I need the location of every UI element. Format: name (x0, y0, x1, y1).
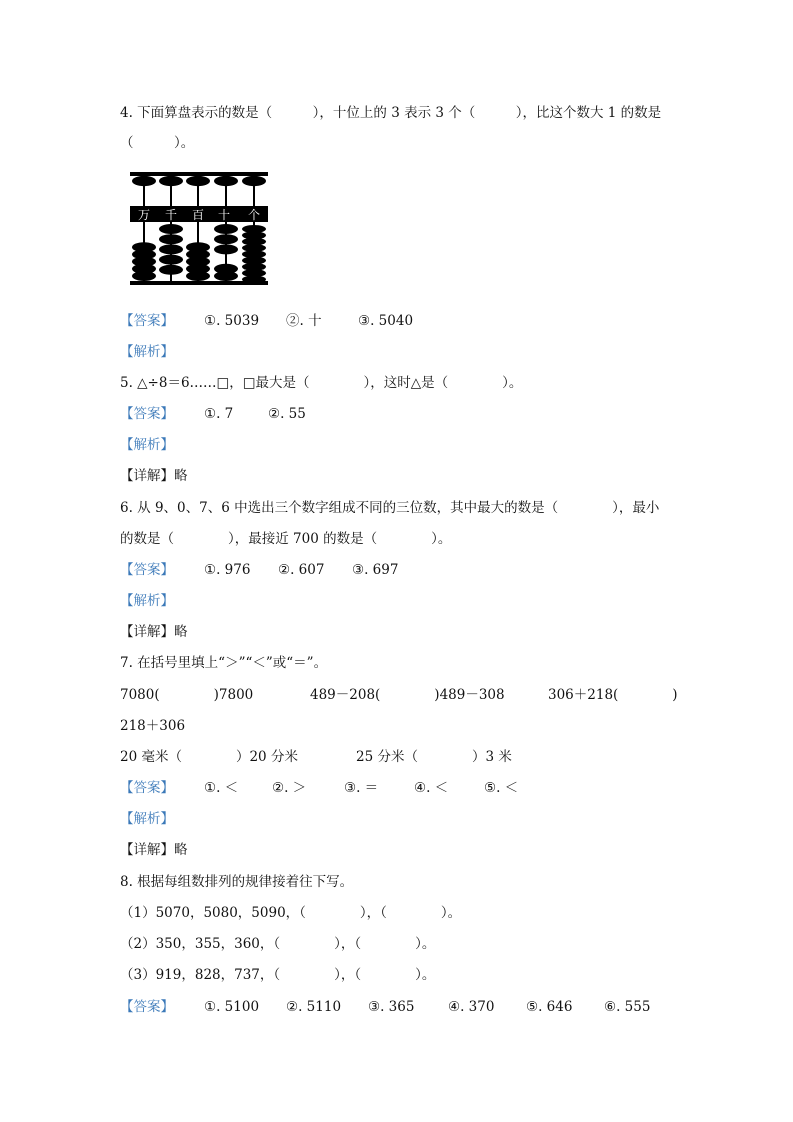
abacus-upper-bead-5 (242, 176, 266, 186)
q7-compare-3-cont: 218＋306 (120, 718, 186, 734)
q6-detail (120, 623, 188, 641)
q8-answer-3: ③. 365 (368, 999, 415, 1015)
q8-item-2: （2）350，355，360，（ ），（ ）。 (120, 936, 436, 952)
abacus-figure (128, 168, 270, 288)
q5-detail-text: 略 (174, 468, 188, 484)
q8-answer-tag: 【答案】 (120, 999, 174, 1015)
abacus-label-1: 万 (137, 208, 151, 222)
q5-detail-tag: 【详解】 (120, 468, 174, 484)
abacus-lower-bead (132, 271, 156, 281)
q6-detail-text: 略 (174, 624, 188, 640)
q6-text-line2: 的数是（ ），最接近 700 的数是（ ）。 (120, 531, 452, 547)
abacus-lower-bead (186, 271, 210, 281)
abacus-lower-bead (214, 234, 238, 244)
q5-answer-2: ②. 55 (268, 406, 306, 422)
q7-answer-1: ①. ＜ (204, 780, 239, 796)
q7-text-line1: 7. 在括号里填上“＞”“＜”或“＝”。 (120, 655, 328, 671)
q7-answer-3: ③. ＝ (344, 780, 379, 796)
q4-analysis-tag: 【解析】 (120, 344, 174, 360)
q6-answer-1: ①. 976 (204, 562, 251, 578)
q7-compare-4: 20 毫米（ ）20 分米 (120, 749, 298, 765)
abacus-upper-bead-1 (132, 176, 156, 186)
q7-analysis-tag: 【解析】 (120, 811, 174, 827)
q4-answer-2: ②. 十 (286, 313, 322, 329)
abacus-lower-bead (214, 244, 238, 254)
abacus-label-4: 十 (217, 208, 231, 222)
q6-answer-3: ③. 697 (352, 562, 399, 578)
q5-answer-tag: 【答案】 (120, 406, 174, 422)
abacus-lower-bead (159, 255, 183, 265)
q7-detail (120, 841, 188, 859)
q8-answer-4: ④. 370 (448, 999, 495, 1015)
q8-answer-5: ⑤. 646 (526, 999, 573, 1015)
q7-detail-tag: 【详解】 (120, 842, 174, 858)
q4-answer-3: ③. 5040 (358, 313, 414, 329)
abacus-lower-bead (159, 224, 183, 234)
q8-answer-1: ①. 5100 (204, 999, 260, 1015)
abacus-upper-bead-3 (186, 176, 210, 186)
abacus-label-2: 千 (164, 208, 178, 222)
q6-detail-tag: 【详解】 (120, 624, 174, 640)
q7-answer-4: ④. ＜ (414, 780, 449, 796)
q7-answer-tag: 【答案】 (120, 780, 174, 796)
q7-compare-3: 306＋218( ) (548, 687, 678, 703)
q7-compare-1: 7080( )7800 (120, 687, 254, 703)
q7-compare-5: 25 分米（ ）3 米 (356, 749, 512, 765)
q6-text-line1: 6. 从 9、0、7、6 中选出三个数字组成不同的三位数，其中最大的数是（ ），最小 (120, 500, 660, 516)
q5-detail (120, 467, 188, 485)
abacus-lower-bead (159, 234, 183, 244)
q7-compare-2: 489－208( )489－308 (310, 687, 505, 703)
q4-answer-1: ①. 5039 (204, 313, 260, 329)
q7-answer-2: ②. ＞ (272, 780, 307, 796)
abacus-upper-bead-4 (214, 176, 238, 186)
q5-analysis-tag: 【解析】 (120, 437, 174, 453)
q6-answer-2: ②. 607 (278, 562, 325, 578)
q6-analysis-tag: 【解析】 (120, 593, 174, 609)
abacus-label-3: 百 (191, 208, 205, 222)
q8-item-3: （3）919，828，737，（ ），（ ）。 (120, 967, 436, 983)
abacus-lower-bead (242, 275, 266, 283)
q6-answer-tag: 【答案】 (120, 562, 174, 578)
q7-detail-text: 略 (174, 842, 188, 858)
abacus-lower-bead (214, 224, 238, 234)
abacus-label-5: 个 (247, 208, 261, 222)
q4-text-line2: （ ）。 (120, 135, 195, 151)
q8-item-1: （1）5070，5080，5090，（ ），（ ）。 (120, 905, 462, 921)
abacus-upper-bead-2 (159, 176, 183, 186)
q8-text-line1: 8. 根据每组数排列的规律接着往下写。 (120, 874, 354, 890)
q4-answer-tag: 【答案】 (120, 313, 174, 329)
abacus-lower-bead (214, 271, 238, 281)
abacus-lower-bead (159, 265, 183, 275)
abacus-lower-bead (159, 244, 183, 254)
abacus-drawing (128, 168, 270, 288)
q5-answer-1: ①. 7 (204, 406, 234, 422)
q7-answer-5: ⑤. ＜ (484, 780, 519, 796)
q5-text-line1: 5. △÷8＝6……□，□最大是（ ），这时△是（ ）。 (120, 375, 523, 391)
q8-answer-2: ②. 5110 (286, 999, 342, 1015)
q8-answer-6: ⑥. 555 (604, 999, 651, 1015)
q4-text-line1: 4. 下面算盘表示的数是（ ），十位上的 3 表示 3 个（ ），比这个数大 1 的数是 (120, 105, 662, 121)
